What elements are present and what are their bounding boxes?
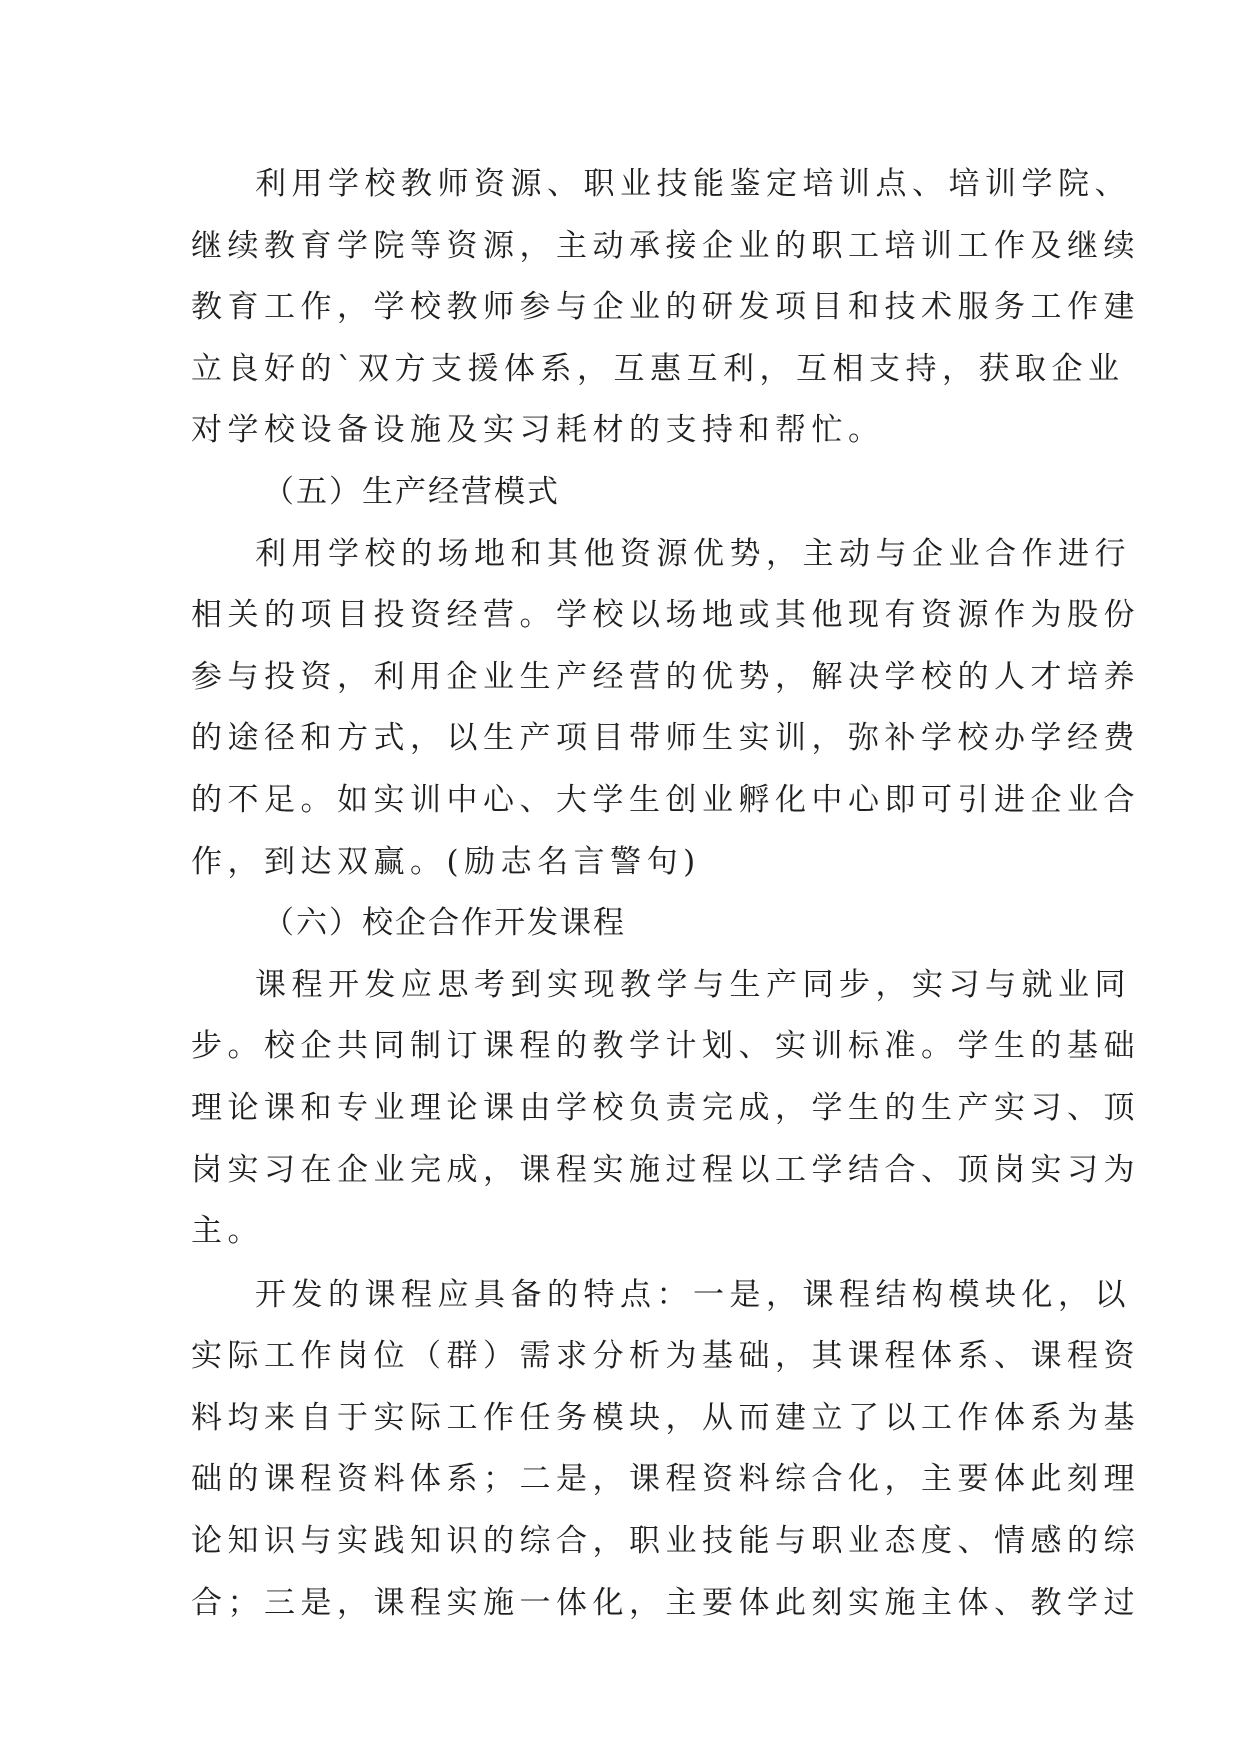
text-line: 对学校设备设施及实习耗材的支持和帮忙。 <box>191 412 885 449</box>
text-line: 础的课程资料体系；二是，课程资料综合化，主要体此刻理 <box>191 1461 1140 1498</box>
text-line: 作，到达双赢。(励志名言警句) <box>191 843 701 880</box>
text-line: 理论课和专业理论课由学校负责完成，学生的生产实习、顶 <box>191 1089 1140 1126</box>
text-line: 课程开发应思考到实现教学与生产同步，实习与就业同 <box>255 966 1131 1003</box>
text-line: 的不足。如实训中心、大学生创业孵化中心即可引进企业合 <box>191 781 1140 818</box>
paragraph-course-features <box>191 1265 1140 1635</box>
paragraph-resource-sharing <box>191 154 1140 462</box>
text-line: 岗实习在企业完成，课程实施过程以工学结合、顶岗实习为 <box>191 1151 1140 1188</box>
section-heading-6: （六）校企合作开发课程 <box>263 905 626 942</box>
text-line: 料均来自于实际工作任务模块，从而建立了以工作体系为基 <box>191 1399 1140 1436</box>
document-body <box>191 154 1140 1634</box>
text-line: 教育工作，学校教师参与企业的研发项目和技术服务工作建 <box>191 289 1140 326</box>
text-line: 论知识与实践知识的综合，职业技能与职业态度、情感的综 <box>191 1523 1140 1560</box>
text-line: 立良好的`双方支援体系，互惠互利，互相支持，获取企业 <box>191 350 1125 387</box>
text-line: 利用学校的场地和其他资源优势，主动与企业合作进行 <box>255 535 1131 572</box>
text-line: 继续教育学院等资源，主动承接企业的职工培训工作及继续 <box>191 227 1140 264</box>
text-line: 的途径和方式，以生产项目带师生实训，弥补学校办学经费 <box>191 720 1140 757</box>
text-line: 利用学校教师资源、职业技能鉴定培训点、培训学院、 <box>255 166 1131 202</box>
section-heading-5: （五）生产经营模式 <box>263 473 560 510</box>
text-line: 主。 <box>191 1213 264 1250</box>
text-line: 合；三是，课程实施一体化，主要体此刻实施主体、教学过 <box>191 1584 1140 1621</box>
text-line: 步。校企共同制订课程的教学计划、实训标准。学生的基础 <box>191 1028 1140 1065</box>
text-line: 相关的项目投资经营。学校以场地或其他现有资源作为股份 <box>191 597 1140 634</box>
text-line: 开发的课程应具备的特点：一是，课程结构模块化，以 <box>255 1276 1131 1313</box>
paragraph-course-development <box>191 955 1140 1263</box>
text-line: 参与投资，利用企业生产经营的优势，解决学校的人才培养 <box>191 658 1140 695</box>
text-line: 实际工作岗位（群）需求分析为基础，其课程体系、课程资 <box>191 1338 1140 1375</box>
paragraph-production-model <box>191 524 1140 894</box>
